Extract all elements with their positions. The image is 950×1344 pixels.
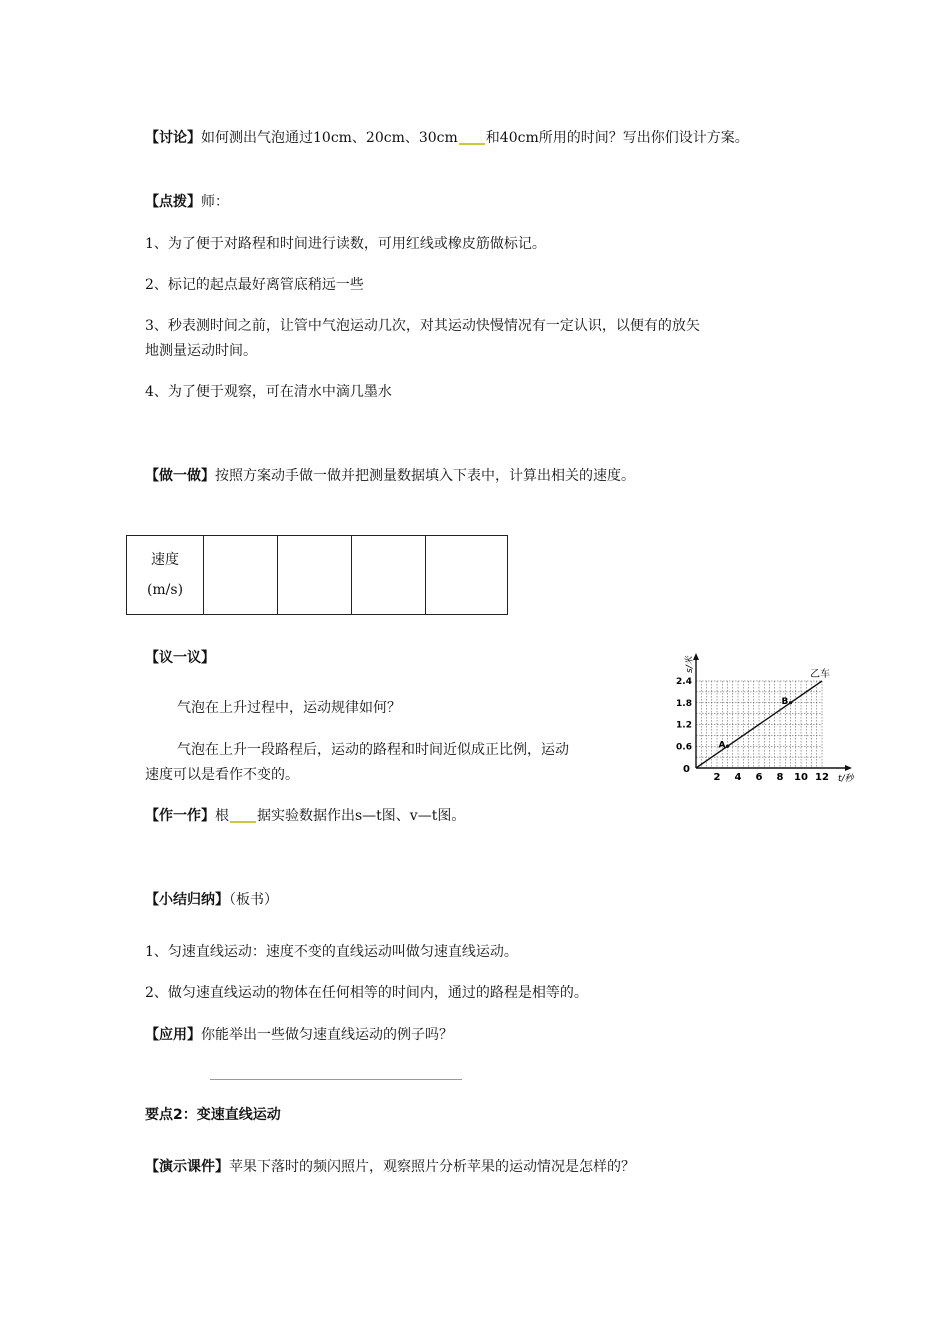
speed-table	[126, 535, 508, 615]
doit-text: 按照方案动手做一做并把测量数据填入下表中，计算出相关的速度。	[215, 468, 635, 484]
speed-cell[interactable]	[204, 536, 278, 615]
apply-text: 你能举出一些做匀速直线运动的例子吗？	[201, 1027, 453, 1043]
discuss2-tag: 【议一议】	[145, 650, 215, 666]
discussion-paragraph	[145, 128, 749, 148]
point-label: B	[781, 696, 789, 707]
x-tick-label: 10	[794, 772, 808, 783]
series-label: 乙车	[810, 669, 830, 680]
discuss2-answer-line1: 气泡在上升一段路程后，运动的路程和时间近似成正比例，运动	[177, 742, 569, 758]
doit-tag: 【做一做】	[145, 468, 215, 484]
blank-underline	[230, 821, 256, 823]
y-tick-label: 0.6	[676, 742, 692, 753]
x-tick-label: 6	[755, 772, 763, 783]
make-text-a: 根	[215, 808, 229, 824]
x-tick-label: 4	[734, 772, 742, 783]
make-tag: 【作一作】	[145, 808, 215, 824]
demo-text: 苹果下落时的频闪照片，观察照片分析苹果的运动情况是怎样的？	[229, 1159, 635, 1175]
discussion-text-a: 如何测出气泡通过10cm、20cm、30cm	[201, 130, 458, 146]
speed-cell[interactable]	[426, 536, 508, 615]
discuss2-heading	[145, 648, 215, 668]
speed-label-cell	[127, 536, 204, 615]
y-axis-label: s/米	[685, 656, 695, 673]
hint-text: 师：	[201, 194, 229, 210]
speed-label: 速度	[151, 552, 179, 568]
hint-item-3: 3、秒表测时间之前，让管中气泡运动几次，对其运动快慢情况有一定认识，以便有的放矢	[145, 318, 700, 334]
make-text-b: 据实验数据作出s—t图、v—t图。	[257, 808, 466, 824]
y-tick-label: 1.2	[676, 720, 692, 731]
x-axis-arrow	[845, 765, 852, 771]
hint-item-2: 2、标记的起点最好离管底稍远一些	[145, 277, 364, 293]
origin-label: 0	[683, 764, 690, 775]
doit-paragraph	[145, 466, 635, 486]
summary-tag: 【小结归纳】	[145, 892, 229, 908]
x-tick-label: 8	[776, 772, 784, 783]
blank-underline	[459, 143, 485, 145]
y-tick-label: 1.8	[676, 698, 692, 709]
hint-item-1: 1、为了便于对路程和时间进行读数，可用红线或橡皮筋做标记。	[145, 236, 546, 252]
x-tick-label: 2	[713, 772, 721, 783]
summary-item-2: 2、做匀速直线运动的物体在任何相等的时间内，通过的路程是相等的。	[145, 985, 588, 1001]
answer-line	[210, 1079, 462, 1080]
y-tick-label: 2.4	[676, 677, 692, 687]
speed-cell[interactable]	[278, 536, 352, 615]
demo-paragraph	[145, 1157, 635, 1177]
s-t-graph	[668, 648, 868, 788]
x-tick-label: 12	[815, 772, 829, 783]
keypoint-heading: 要点2：变速直线运动	[145, 1107, 281, 1123]
hint-heading	[145, 192, 229, 212]
discuss2-question: 气泡在上升过程中，运动规律如何？	[177, 700, 401, 716]
speed-cell[interactable]	[352, 536, 426, 615]
data-point	[789, 701, 792, 704]
discuss2-answer-line2: 速度可以是看作不变的。	[145, 767, 299, 783]
discussion-tag: 【讨论】	[145, 130, 201, 146]
data-point	[726, 745, 729, 748]
summary-heading	[145, 890, 278, 910]
apply-tag: 【应用】	[145, 1027, 201, 1043]
make-paragraph	[145, 806, 465, 826]
speed-unit: (m/s)	[146, 582, 184, 598]
discussion-text-b: 和40cm所用的时间？写出你们设计方案。	[485, 130, 749, 146]
summary-text: （板书）	[229, 892, 278, 908]
summary-item-1: 1、匀速直线运动：速度不变的直线运动叫做匀速直线运动。	[145, 944, 518, 960]
table-row	[127, 536, 508, 615]
demo-tag: 【演示课件】	[145, 1159, 229, 1175]
apply-paragraph	[145, 1025, 453, 1045]
point-label: A	[718, 740, 726, 751]
hint-item-4: 4、为了便于观察，可在清水中滴几墨水	[145, 384, 392, 400]
hint-item-3-cont: 地测量运动时间。	[145, 343, 257, 359]
x-axis-label: t/秒	[838, 774, 854, 784]
hint-tag: 【点拨】	[145, 194, 201, 210]
